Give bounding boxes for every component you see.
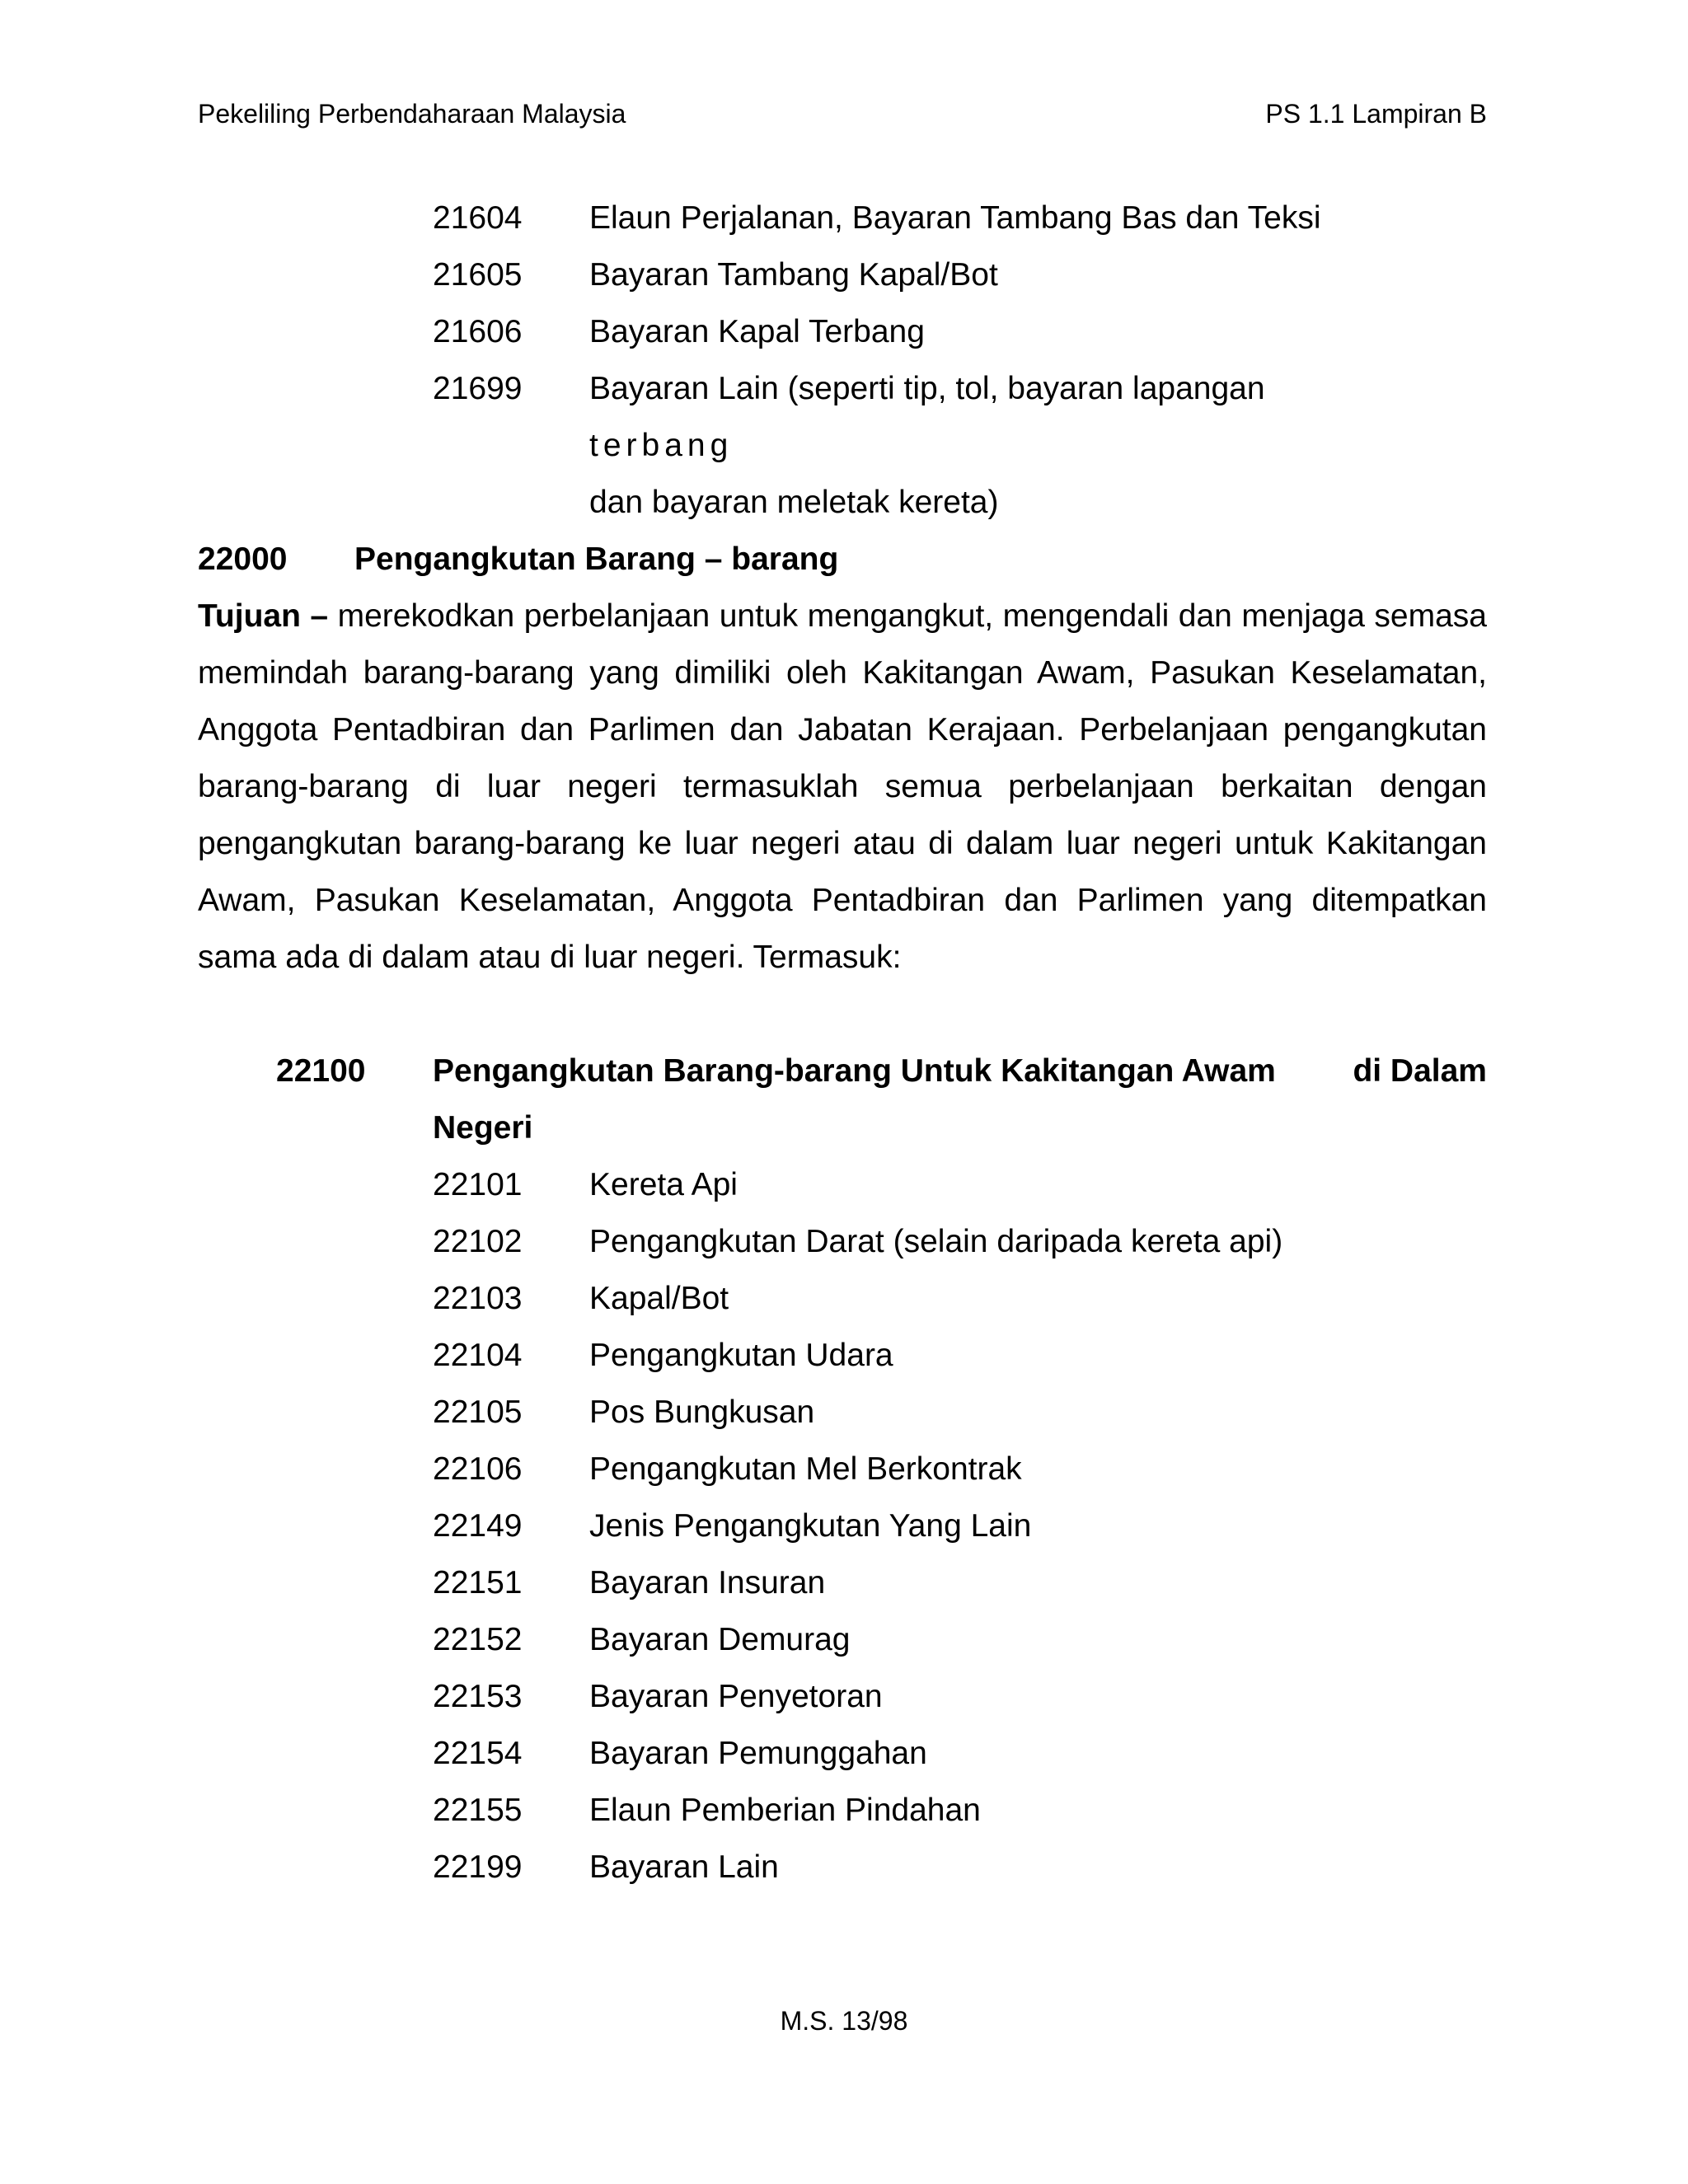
subsection-title-part: di Dalam xyxy=(1353,1053,1487,1089)
list-item xyxy=(198,1725,1487,1782)
top-item-list xyxy=(198,190,1487,520)
item-code: 21606 xyxy=(433,314,523,349)
list-item xyxy=(198,1554,1487,1611)
item-code: 22105 xyxy=(433,1394,523,1430)
subsection-code: 22100 xyxy=(276,1053,366,1089)
item-code: 21699 xyxy=(433,371,523,406)
list-item xyxy=(198,1270,1487,1327)
list-item xyxy=(198,360,1487,520)
item-description: Bayaran Insuran xyxy=(589,1565,826,1601)
item-code: 21605 xyxy=(433,257,523,293)
list-item xyxy=(198,190,1487,246)
item-description: Pengangkutan Udara xyxy=(589,1338,893,1373)
item-description-part: terbang xyxy=(589,428,734,463)
item-description: Bayaran Demurag xyxy=(589,1622,851,1657)
item-description: Elaun Pemberian Pindahan xyxy=(589,1793,981,1828)
paragraph-lead: Tujuan – xyxy=(198,598,329,634)
item-description xyxy=(589,360,1414,531)
subsection-heading xyxy=(198,1043,1487,1156)
item-code: 22154 xyxy=(433,1736,523,1771)
item-description: Kapal/Bot xyxy=(589,1281,729,1316)
header-reference: PS 1.1 Lampiran B xyxy=(1265,99,1487,129)
item-description: Bayaran Pemunggahan xyxy=(589,1736,927,1771)
sub-item-list xyxy=(198,1156,1487,1896)
list-item xyxy=(198,1668,1487,1725)
page-content xyxy=(198,190,1487,1896)
item-description-part: Bayaran Lain (seperti tip, tol, bayaran lapangan xyxy=(589,371,1265,406)
header-title: Pekeliling Perbendaharaan Malaysia xyxy=(198,99,626,129)
item-description: Elaun Perjalanan, Bayaran Tambang Bas dan Teksi xyxy=(589,200,1321,236)
item-description: Pengangkutan Mel Berkontrak xyxy=(589,1451,1022,1487)
item-code: 22151 xyxy=(433,1565,523,1601)
item-description-part: dan bayaran meletak kereta) xyxy=(589,485,999,520)
item-description: Kereta Api xyxy=(589,1167,738,1202)
list-item xyxy=(198,1327,1487,1384)
section-heading xyxy=(198,531,1487,588)
item-code: 22102 xyxy=(433,1224,523,1259)
item-description: Pengangkutan Darat (selain daripada kereta api) xyxy=(589,1224,1283,1259)
section-paragraph xyxy=(198,588,1487,986)
item-code: 22149 xyxy=(433,1508,523,1544)
page-number: M.S. 13/98 xyxy=(780,2006,908,2036)
list-item xyxy=(198,1782,1487,1839)
item-code: 21604 xyxy=(433,200,523,236)
item-code: 22104 xyxy=(433,1338,523,1373)
list-item xyxy=(198,1156,1487,1213)
item-code: 22106 xyxy=(433,1451,523,1487)
item-code: 22199 xyxy=(433,1849,523,1885)
item-description: Bayaran Lain xyxy=(589,1849,779,1885)
item-code: 22103 xyxy=(433,1281,523,1316)
item-code: 22152 xyxy=(433,1622,523,1657)
list-item xyxy=(198,1611,1487,1668)
item-code: 22155 xyxy=(433,1793,523,1828)
item-code: 22153 xyxy=(433,1679,523,1714)
item-description: Bayaran Kapal Terbang xyxy=(589,314,925,349)
list-item xyxy=(198,246,1487,303)
subsection-title-part: Negeri xyxy=(433,1110,533,1146)
list-item xyxy=(198,1839,1487,1896)
subsection-title-part: Pengangkutan Barang-barang Untuk Kakitangan Awam xyxy=(433,1053,1276,1089)
item-description: Pos Bungkusan xyxy=(589,1394,815,1430)
item-code: 22101 xyxy=(433,1167,523,1202)
item-description: Bayaran Penyetoran xyxy=(589,1679,883,1714)
list-item xyxy=(198,1441,1487,1497)
paragraph-text: merekodkan perbelanjaan untuk mengangkut, mengendali dan menjaga semasa memindah barang-barang yang dimiliki oleh Kakitangan Awam, Pasukan Keselamatan, Anggota Pentadbiran dan Parlimen dan Jabatan Kerajaan. Perbelanjaan pengangkutan barang-barang di luar negeri termasuklah semua perbelanjaan berkaitan dengan pengangkutan barang-barang ke luar negeri atau di dalam luar negeri untuk Kakitangan Awam, Pasukan Keselamatan, Anggota Pentadbiran dan Parlimen yang ditempatkan sama ada di dalam atau di luar negeri. Termasuk: xyxy=(198,598,1487,975)
item-description: Jenis Pengangkutan Yang Lain xyxy=(589,1508,1032,1544)
list-item xyxy=(198,1384,1487,1441)
list-item xyxy=(198,303,1487,360)
list-item xyxy=(198,1213,1487,1270)
list-item xyxy=(198,1497,1487,1554)
item-description: Bayaran Tambang Kapal/Bot xyxy=(589,257,998,293)
section-title: Pengangkutan Barang – barang xyxy=(354,541,839,577)
section-code: 22000 xyxy=(198,541,288,577)
